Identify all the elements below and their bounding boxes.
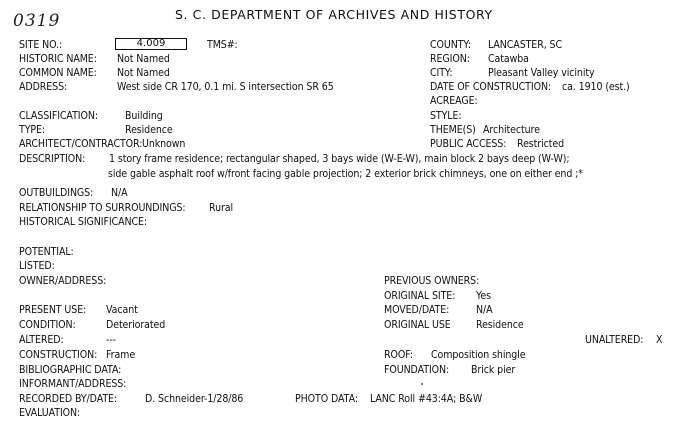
foundation-value: Brick pier xyxy=(471,365,516,376)
photo-data-value: LANC Roll #43:4A; B&W xyxy=(370,394,483,405)
historical-significance-label: HISTORICAL SIGNIFICANCE: xyxy=(19,217,147,228)
moved-date-value: N/A xyxy=(476,305,493,316)
acreage-label: ACREAGE: xyxy=(430,96,478,107)
site-no-label: SITE NO.: xyxy=(19,40,63,51)
description-line-2: side gable asphalt roof w/front facing gable projection; 2 exterior brick chimneys, one on either end ;* xyxy=(108,169,583,180)
city-value: Pleasant Valley vicinity xyxy=(488,68,595,79)
region-label: REGION: xyxy=(430,54,470,65)
site-no-value: 4.009 xyxy=(115,38,187,50)
common-name-label: COMMON NAME: xyxy=(19,68,97,79)
roof-label: ROOF: xyxy=(384,350,413,361)
type-value: Residence xyxy=(125,125,173,136)
relationship-value: Rural xyxy=(209,203,234,214)
roof-value: Composition shingle xyxy=(431,350,526,361)
scan-speck xyxy=(421,383,423,385)
public-access-value: Restricted xyxy=(517,139,565,150)
city-label: CITY: xyxy=(430,68,453,79)
county-label: COUNTY: xyxy=(430,40,471,51)
construction-value: Frame xyxy=(106,350,136,361)
classification-value: Building xyxy=(125,111,163,122)
owner-address-label: OWNER/ADDRESS: xyxy=(19,276,107,287)
photo-data-label: PHOTO DATA: xyxy=(295,394,358,405)
original-site-value: Yes xyxy=(476,291,492,302)
foundation-label: FOUNDATION: xyxy=(384,365,450,376)
unaltered-value: X xyxy=(656,335,663,346)
date-of-construction-value: ca. 1910 (est.) xyxy=(562,82,630,93)
outbuildings-value: N/A xyxy=(111,188,128,199)
listed-label: LISTED: xyxy=(19,261,55,272)
public-access-label: PUBLIC ACCESS: xyxy=(430,139,507,150)
theme-value: Architecture xyxy=(483,125,540,136)
type-label: TYPE: xyxy=(19,125,46,136)
present-use-label: PRESENT USE: xyxy=(19,305,87,316)
architect-label: ARCHITECT/CONTRACTOR: xyxy=(19,139,143,150)
altered-value: --- xyxy=(106,335,116,346)
common-name-value: Not Named xyxy=(117,68,170,79)
potential-label: POTENTIAL: xyxy=(19,247,74,258)
address-label: ADDRESS: xyxy=(19,82,68,93)
previous-owners-label: PREVIOUS OWNERS: xyxy=(384,276,480,287)
classification-label: CLASSIFICATION: xyxy=(19,111,98,122)
outbuildings-label: OUTBUILDINGS: xyxy=(19,188,94,199)
altered-label: ALTERED: xyxy=(19,335,64,346)
handwritten-id: 0319 xyxy=(13,11,61,31)
moved-date-label: MOVED/DATE: xyxy=(384,305,450,316)
county-value: LANCASTER, SC xyxy=(488,40,562,51)
condition-label: CONDITION: xyxy=(19,320,76,331)
address-value: West side CR 170, 0.1 mi. S intersection SR 65 xyxy=(117,82,334,93)
tms-label: TMS#: xyxy=(207,40,238,51)
recorded-by-label: RECORDED BY/DATE: xyxy=(19,394,118,405)
theme-label: THEME(S) xyxy=(430,125,476,136)
style-label: STYLE: xyxy=(430,111,462,122)
recorded-by-value: D. Schneider-1/28/86 xyxy=(145,394,244,405)
bibliographic-label: BIBLIOGRAPHIC DATA: xyxy=(19,365,122,376)
construction-label: CONSTRUCTION: xyxy=(19,350,98,361)
historic-name-label: HISTORIC NAME: xyxy=(19,54,97,65)
description-line-1: 1 story frame residence; rectangular shaped, 3 bays wide (W-E-W), main block 2 bays deep (W-W); xyxy=(109,154,570,165)
date-of-construction-label: DATE OF CONSTRUCTION: xyxy=(430,82,552,93)
informant-label: INFORMANT/ADDRESS: xyxy=(19,379,127,390)
condition-value: Deteriorated xyxy=(106,320,166,331)
region-value: Catawba xyxy=(488,54,529,65)
original-use-value: Residence xyxy=(476,320,524,331)
historic-name-value: Not Named xyxy=(117,54,170,65)
original-use-label: ORIGINAL USE xyxy=(384,320,451,331)
page-title: S. C. DEPARTMENT OF ARCHIVES AND HISTORY xyxy=(175,7,493,22)
unaltered-label: UNALTERED: xyxy=(585,335,644,346)
relationship-label: RELATIONSHIP TO SURROUNDINGS: xyxy=(19,203,186,214)
present-use-value: Vacant xyxy=(106,305,138,316)
original-site-label: ORIGINAL SITE: xyxy=(384,291,456,302)
evaluation-label: EVALUATION: xyxy=(19,408,81,419)
architect-value: Unknown xyxy=(142,139,186,150)
description-label: DESCRIPTION: xyxy=(19,154,86,165)
